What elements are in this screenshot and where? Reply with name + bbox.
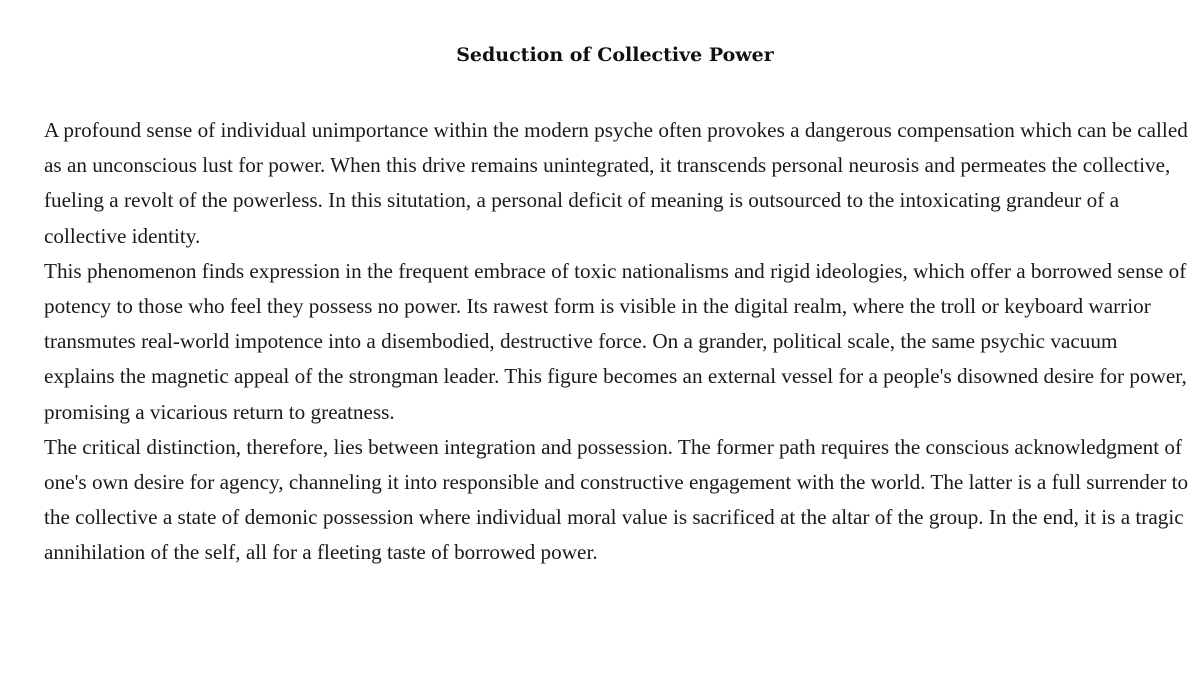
paragraph-2: This phenomenon finds expression in the frequent embrace of toxic nationalisms and rigid ideologies, which offer a borrowed sense of potency to those who feel they possess no power. Its rawest form is visible in the digital realm, where the troll or keyboard warrior transmutes real-world impotence into a disembodied, destructive force. On a grander, political scale, the same psychic vacuum explains the magnetic appeal of the strongman leader. This figure becomes an external vessel for a people's disowned desire for power, promising a vicarious return to greatness. [44,258,1187,424]
document-body [44,113,1192,571]
paragraph-1: A profound sense of individual unimportance within the modern psyche often provokes a dangerous compensation which can be called as an unconscious lust for power. When this drive remains unintegrated, it transcends personal neurosis and permeates the collective, fueling a revolt of the powerless. In this situtation, a personal deficit of meaning is outsourced to the intoxicating grandeur of a collective identity. [44,118,1188,248]
page-title: Seduction of Collective Power [456,44,774,66]
paragraph-3: The critical distinction, therefore, lies between integration and possession. The former path requires the conscious acknowledgment of one's own desire for agency, channeling it into responsible and constructive engagement with the world. The latter is a full surrender to the collective a state of demonic possession where individual moral value is sacrificed at the altar of the group. In the end, it is a tragic annihilation of the self, all for a fleeting taste of borrowed power. [44,434,1189,565]
